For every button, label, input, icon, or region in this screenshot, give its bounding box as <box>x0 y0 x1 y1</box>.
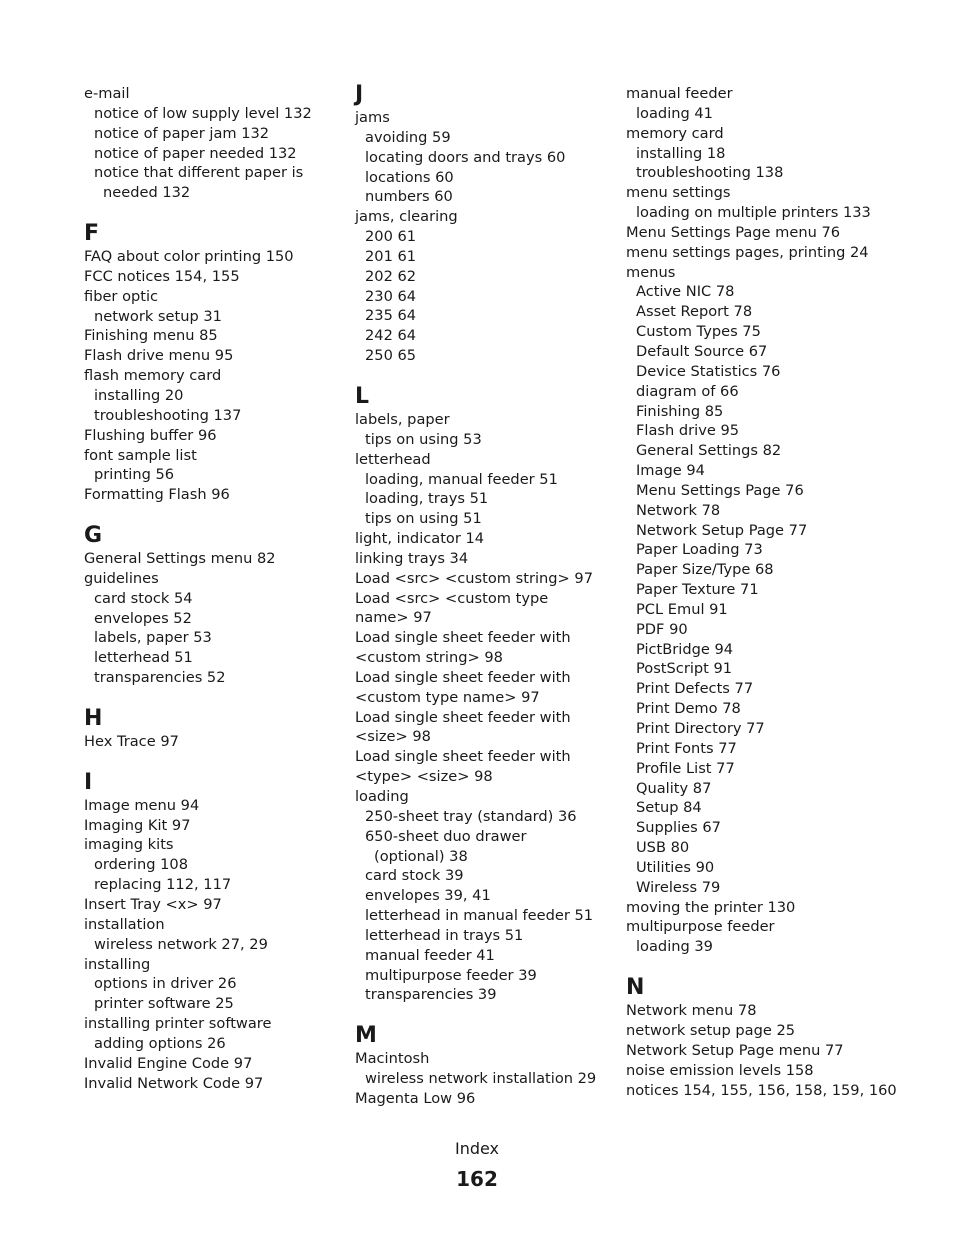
index-entry: Flash drive menu 95 <box>84 347 234 365</box>
index-subentry: printing 56 <box>94 466 175 484</box>
index-subentry: Wireless 79 <box>636 878 721 896</box>
footer-section-label: Index <box>454 1139 500 1158</box>
index-subentry: notice of paper needed 132 <box>94 144 297 162</box>
index-entry: imaging kits <box>84 836 174 854</box>
index-subentry: Utilities 90 <box>636 858 715 876</box>
index-entry: fiber optic <box>84 287 159 305</box>
index-subentry: adding options 26 <box>94 1034 226 1052</box>
index-subentry: replacing 112, 117 <box>94 876 232 894</box>
index-letter-heading: I <box>84 769 93 795</box>
index-subentry: printer software 25 <box>94 995 234 1013</box>
index-entry: Insert Tray <x> 97 <box>84 896 222 913</box>
index-entry: e-mail <box>84 85 130 102</box>
index-entry: installation <box>84 915 165 933</box>
index-entry: name> 97 <box>355 609 432 627</box>
index-entry: loading <box>355 788 409 805</box>
index-subentry: diagram of 66 <box>636 382 739 400</box>
index-entry: Load <src> <custom type <box>355 589 549 607</box>
index-entry: menus <box>626 263 676 281</box>
index-subentry: Quality 87 <box>636 779 712 797</box>
index-entry: Load single sheet feeder with <box>355 668 571 686</box>
index-subentry: locating doors and trays 60 <box>365 148 566 166</box>
index-entry: installing printer software <box>84 1015 272 1033</box>
index-subentry: installing 20 <box>94 386 184 404</box>
index-entry: FCC notices 154, 155 <box>84 267 240 285</box>
index-subentry: 201 61 <box>365 247 417 265</box>
index-subentry: 202 62 <box>365 267 417 285</box>
index-subentry: Device Statistics 76 <box>636 362 781 380</box>
index-column-1 <box>84 84 334 1093</box>
index-subentry: transparencies 39 <box>365 986 497 1004</box>
index-subentry: loading 41 <box>636 104 713 122</box>
index-subentry: Finishing 85 <box>636 402 724 420</box>
index-entry: jams <box>355 109 390 126</box>
index-entry: Load single sheet feeder with <box>355 748 571 766</box>
index-subentry: locations 60 <box>365 168 454 186</box>
index-subentry: Network Setup Page 77 <box>636 521 808 539</box>
index-subentry: letterhead in trays 51 <box>365 926 524 944</box>
index-subentry: letterhead in manual feeder 51 <box>365 907 594 925</box>
index-subentry: Paper Loading 73 <box>636 541 763 559</box>
index-subentry: troubleshooting 138 <box>636 164 784 182</box>
index-subentry: Print Demo 78 <box>636 700 741 718</box>
index-subentry: Profile List 77 <box>636 759 735 777</box>
index-entry: installing <box>84 955 151 973</box>
index-subentry: Flash drive 95 <box>636 422 740 440</box>
index-subentry: 250-sheet tray (standard) 36 <box>365 807 577 825</box>
index-entry: Macintosh <box>355 1050 430 1068</box>
index-entry: <custom type name> 97 <box>355 688 540 706</box>
index-entry: Hex Trace 97 <box>84 732 179 750</box>
index-subentry: transparencies 52 <box>94 669 226 687</box>
index-entry: moving the printer 130 <box>626 898 796 916</box>
index-entry: light, indicator 14 <box>355 530 485 548</box>
index-letter-heading: G <box>84 523 103 549</box>
index-subentry: 200 61 <box>365 228 417 246</box>
index-subentry: 242 64 <box>365 327 417 345</box>
index-subentry: PDF 90 <box>636 620 688 638</box>
index-entry: menu settings <box>626 184 731 202</box>
index-entry: Image menu 94 <box>84 796 200 814</box>
index-entry: flash memory card <box>84 367 222 385</box>
index-entry: multipurpose feeder <box>626 918 775 936</box>
index-letter-heading: L <box>355 383 370 409</box>
index-entry: labels, paper <box>355 410 450 428</box>
index-subentry: tips on using 51 <box>365 510 482 528</box>
index-entry: Network Setup Page menu 77 <box>626 1041 844 1059</box>
index-subentry: network setup 31 <box>94 307 222 325</box>
index-subentry: card stock 39 <box>365 867 464 885</box>
index-entry: notices 154, 155, 156, 158, 159, 160 <box>626 1081 897 1099</box>
index-entry: Formatting Flash 96 <box>84 486 230 504</box>
index-subentry: loading 39 <box>636 938 713 956</box>
index-subentry: ordering 108 <box>94 856 188 874</box>
index-letter-heading: J <box>355 82 364 107</box>
index-entry: font sample list <box>84 446 197 464</box>
index-subentry: Default Source 67 <box>636 342 768 360</box>
index-subentry: card stock 54 <box>94 589 193 607</box>
index-entry-continuation: needed 132 <box>103 184 191 202</box>
index-subentry: multipurpose feeder 39 <box>365 966 537 984</box>
index-subentry: numbers 60 <box>365 188 453 206</box>
index-entry: FAQ about color printing 150 <box>84 248 294 266</box>
index-subentry: Active NIC 78 <box>636 283 735 301</box>
index-subentry: troubleshooting 137 <box>94 406 242 424</box>
index-subentry: Print Defects 77 <box>636 680 754 698</box>
index-subentry: labels, paper 53 <box>94 629 212 647</box>
index-entry: General Settings menu 82 <box>84 550 276 568</box>
index-letter-heading: N <box>626 975 645 1001</box>
index-subentry: Menu Settings Page 76 <box>636 481 804 499</box>
index-subentry: Custom Types 75 <box>636 323 761 341</box>
index-entry: linking trays 34 <box>355 549 469 567</box>
index-entry: network setup page 25 <box>626 1021 796 1039</box>
index-letter-heading: H <box>84 705 103 731</box>
index-entry: noise emission levels 158 <box>626 1061 814 1079</box>
index-subentry: wireless network installation 29 <box>365 1070 597 1088</box>
index-entry: Flushing buffer 96 <box>84 426 217 444</box>
index-subentry: Paper Texture 71 <box>636 581 759 599</box>
index-subentry: notice of low supply level 132 <box>94 104 312 122</box>
index-entry: jams, clearing <box>355 208 458 226</box>
index-entry: <type> <size> 98 <box>355 768 493 786</box>
index-entry: <size> 98 <box>355 728 431 746</box>
index-entry: Invalid Engine Code 97 <box>84 1054 253 1072</box>
index-column-2 <box>355 84 610 1109</box>
index-subentry: wireless network 27, 29 <box>94 935 268 953</box>
index-entry: manual feeder <box>626 85 733 102</box>
index-entry: Invalid Network Code 97 <box>84 1074 264 1092</box>
page-number: 162 <box>456 1167 498 1191</box>
index-entry: guidelines <box>84 569 159 587</box>
index-subentry: envelopes 52 <box>94 609 192 627</box>
index-subentry: tips on using 53 <box>365 430 482 448</box>
index-subentry: PictBridge 94 <box>636 640 734 658</box>
index-subentry: 235 64 <box>365 307 417 325</box>
index-subentry: 250 65 <box>365 347 417 365</box>
index-subentry: Network 78 <box>636 501 721 519</box>
index-subentry: 650-sheet duo drawer <box>365 827 527 845</box>
index-subentry: manual feeder 41 <box>365 946 495 964</box>
index-subentry: Supplies 67 <box>636 819 721 837</box>
index-entry: letterhead <box>355 450 431 468</box>
index-entry: Load single sheet feeder with <box>355 629 571 647</box>
index-subentry: loading, trays 51 <box>365 490 489 508</box>
index-subentry: envelopes 39, 41 <box>365 887 491 905</box>
index-subentry: PostScript 91 <box>636 660 733 678</box>
index-subentry: Asset Report 78 <box>636 303 753 321</box>
index-column-3 <box>626 84 926 1100</box>
index-entry: Network menu 78 <box>626 1002 757 1020</box>
index-subentry: options in driver 26 <box>94 975 237 993</box>
index-subentry: PCL Emul 91 <box>636 600 728 618</box>
index-entry-continuation: (optional) 38 <box>374 847 468 865</box>
index-subentry: Print Directory 77 <box>636 720 765 737</box>
index-letter-heading: F <box>84 221 100 247</box>
index-entry: Menu Settings Page menu 76 <box>626 223 841 241</box>
index-entry: Load <src> <custom string> 97 <box>355 569 593 587</box>
index-subentry: 230 64 <box>365 287 417 305</box>
index-letter-heading: M <box>355 1023 377 1049</box>
index-subentry: Setup 84 <box>636 799 702 817</box>
index-entry: Finishing menu 85 <box>84 327 218 345</box>
index-subentry: notice that different paper is <box>94 164 304 182</box>
index-subentry: USB 80 <box>636 839 690 857</box>
index-entry: <custom string> 98 <box>355 649 503 667</box>
index-subentry: avoiding 59 <box>365 128 451 146</box>
index-subentry: loading on multiple printers 133 <box>636 204 871 222</box>
index-entry: Magenta Low 96 <box>355 1089 476 1107</box>
index-entry: menu settings pages, printing 24 <box>626 243 869 261</box>
index-subentry: General Settings 82 <box>636 442 782 460</box>
index-subentry: installing 18 <box>636 144 726 162</box>
index-entry: Load single sheet feeder with <box>355 708 571 726</box>
index-subentry: Print Fonts 77 <box>636 739 737 757</box>
index-entry: memory card <box>626 124 724 142</box>
index-subentry: notice of paper jam 132 <box>94 124 270 142</box>
index-subentry: loading, manual feeder 51 <box>365 470 558 488</box>
index-entry: Imaging Kit 97 <box>84 816 191 834</box>
index-subentry: Paper Size/Type 68 <box>636 561 774 579</box>
index-subentry: letterhead 51 <box>94 649 193 667</box>
index-subentry: Image 94 <box>636 462 705 480</box>
